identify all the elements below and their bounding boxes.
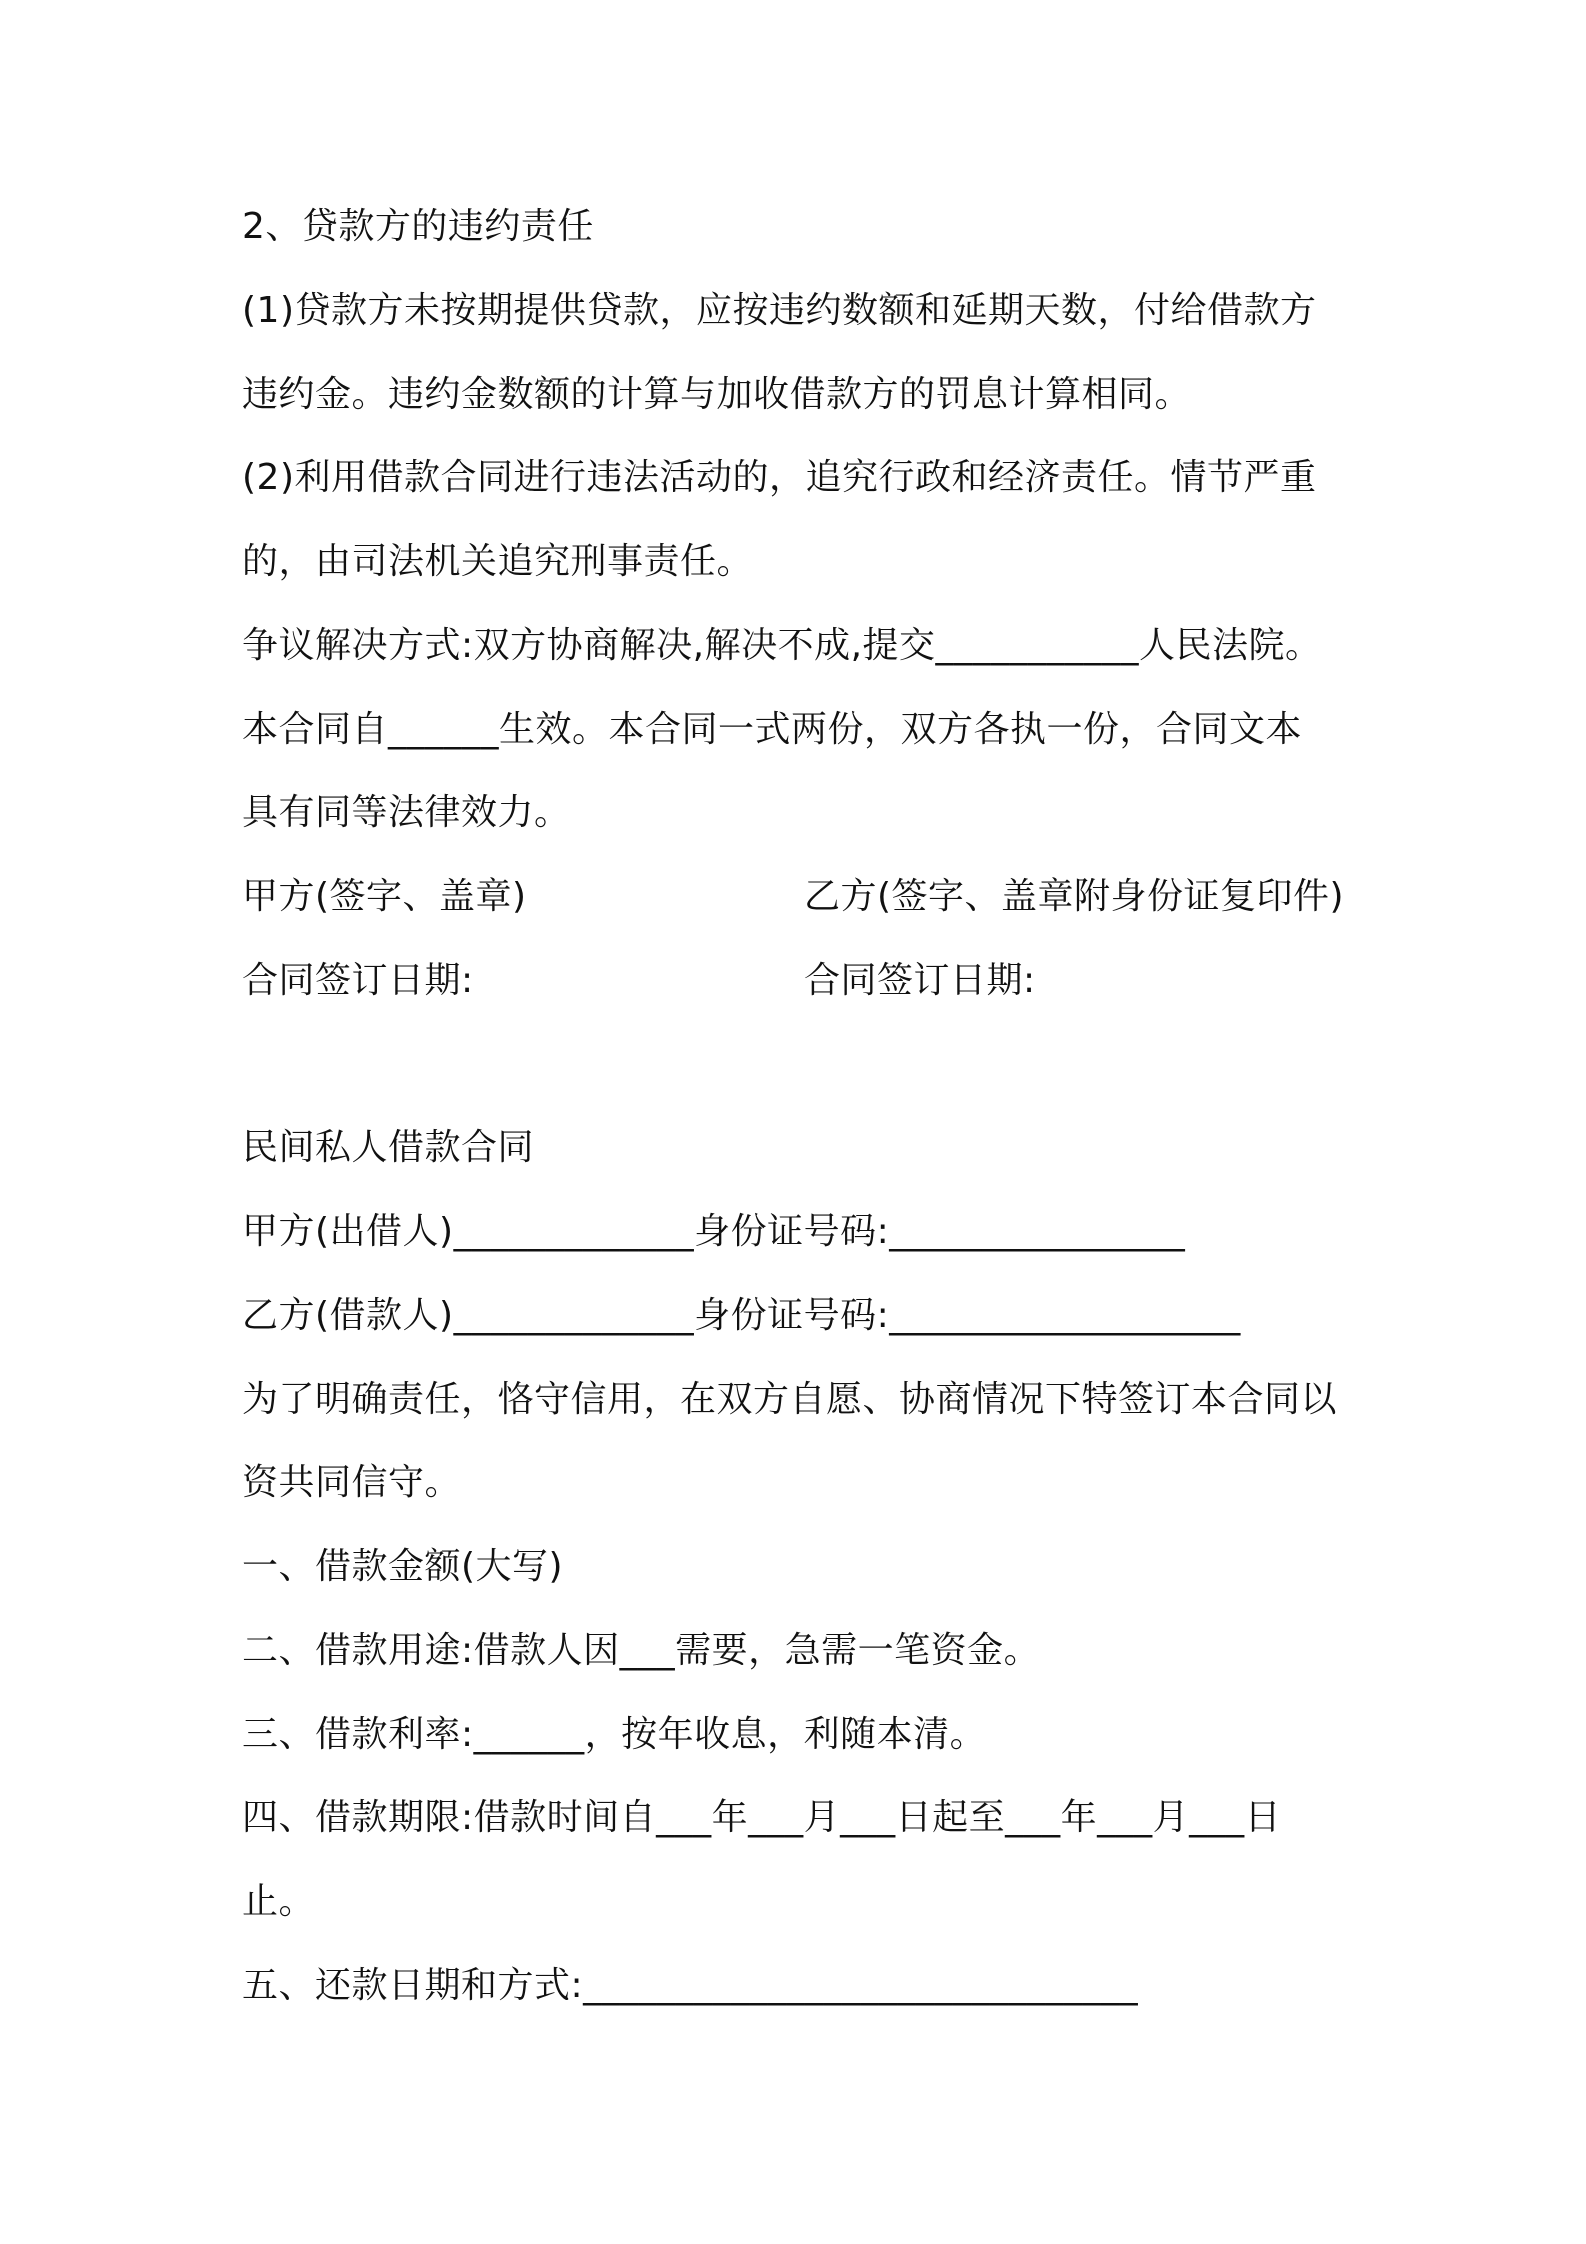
borrower-line: 乙方(借款人)_____________身份证号码:___________________ — [242, 1295, 1241, 1336]
clause-2-line-1: (2)利用借款合同进行违法活动的，追究行政和经济责任。情节严重 — [242, 457, 1317, 498]
item-interest-rate: 三、借款利率:______，按年收息，利随本清。 — [242, 1714, 987, 1755]
clause-2-line-2: 的，由司法机关追究刑事责任。 — [242, 541, 754, 582]
item-loan-amount: 一、借款金额(大写) — [242, 1546, 564, 1587]
signing-date-b: 合同签订日期: — [804, 960, 1036, 1001]
party-a-signature: 甲方(签字、盖章) — [242, 876, 527, 917]
section-heading: 2、贷款方的违约责任 — [242, 206, 594, 247]
item-loan-purpose: 二、借款用途:借款人因___需要，急需一笔资金。 — [242, 1630, 1041, 1671]
purpose-line-1: 为了明确责任，恪守信用，在双方自愿、协商情况下特签订本合同以 — [242, 1379, 1338, 1420]
purpose-line-2: 资共同信守。 — [242, 1462, 462, 1503]
dispute-resolution: 争议解决方式:双方协商解决,解决不成,提交___________人民法院。 — [242, 625, 1322, 666]
contract-title: 民间私人借款合同 — [242, 1127, 535, 1168]
signing-date-a: 合同签订日期: — [242, 960, 474, 1001]
clause-1-line-2: 违约金。违约金数额的计算与加收借款方的罚息计算相同。 — [242, 374, 1192, 415]
lender-line: 甲方(出借人)_____________身份证号码:________________ — [242, 1211, 1186, 1252]
effect-line-2: 具有同等法律效力。 — [242, 792, 571, 833]
item-loan-term-line-1: 四、借款期限:借款时间自___年___月___日起至___年___月___日 — [242, 1797, 1282, 1838]
party-b-signature: 乙方(签字、盖章附身份证复印件) — [804, 876, 1345, 917]
item-repayment: 五、还款日期和方式:______________________________ — [242, 1965, 1139, 2006]
effect-line-1: 本合同自______生效。本合同一式两份，双方各执一份，合同文本 — [242, 709, 1303, 750]
item-loan-term-line-2: 止。 — [242, 1881, 316, 1922]
clause-1-line-1: (1)贷款方未按期提供贷款，应按违约数额和延期天数，付给借款方 — [242, 290, 1317, 331]
